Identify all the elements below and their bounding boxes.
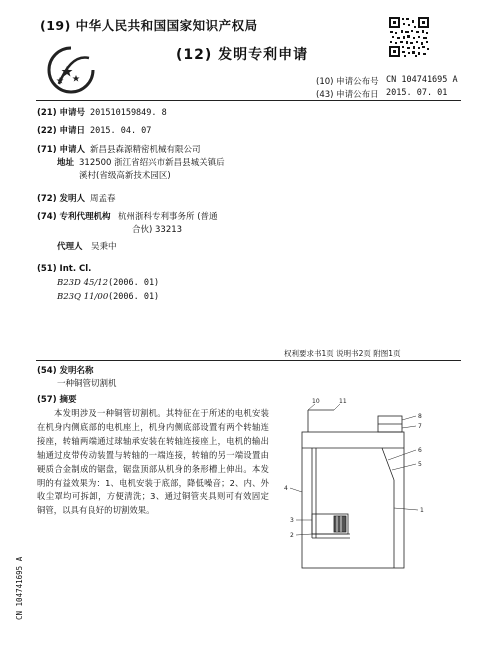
- inventor-name: 周孟春: [90, 194, 116, 204]
- figure-label-8: 8: [418, 413, 422, 420]
- figure-label-1: 1: [420, 507, 424, 514]
- publication-number: CN 104741695 A: [386, 75, 458, 85]
- publication-date-label: (43) 申请公布日: [316, 90, 379, 100]
- agency-line-1: 杭州浙科专利事务所 (普通: [118, 212, 218, 222]
- ipc-code-1: B23D 45/12: [57, 278, 109, 288]
- filing-date-label: (22) 申请日: [37, 126, 86, 136]
- applicant-name: 新昌县森源精密机械有限公司: [90, 145, 201, 155]
- ipc-date-2: (2006. 01): [108, 292, 160, 302]
- figure-label-6: 6: [418, 447, 422, 454]
- cnipa-emblem-icon: [45, 44, 97, 96]
- figure-label-3: 3: [290, 517, 294, 524]
- invention-name: 一种铜管切割机: [57, 379, 117, 389]
- figure-label-11: 11: [339, 398, 347, 405]
- publication-date: 2015. 07. 01: [386, 88, 448, 98]
- document-type: (12) 发明专利申请: [176, 47, 309, 63]
- agent-label: 代理人: [57, 242, 83, 252]
- publication-number-label: (10) 申请公布号: [316, 77, 379, 87]
- figure-label-10: 10: [312, 398, 320, 405]
- agency-label: (74) 专利代理机构: [37, 212, 111, 222]
- figure-label-2: 2: [290, 532, 294, 539]
- ipc-label: (51) Int. Cl.: [37, 264, 92, 274]
- office-name: (19) 中华人民共和国国家知识产权局: [40, 18, 258, 33]
- application-number-label: (21) 申请号: [37, 108, 86, 118]
- figure-label-4: 4: [284, 485, 288, 492]
- qr-code-icon: [388, 16, 430, 58]
- address-label: 地址: [57, 158, 75, 168]
- abstract-label: (57) 摘要: [37, 395, 77, 405]
- agency-line-2: 合伙) 33213: [132, 225, 183, 235]
- abstract-figure: [282, 398, 457, 573]
- agent-name: 吴秉中: [91, 242, 117, 252]
- inventor-label: (72) 发明人: [37, 194, 86, 204]
- header-divider: [36, 100, 461, 101]
- filing-date: 2015. 04. 07: [90, 126, 152, 136]
- side-publication-number: CN 104741695 A: [15, 556, 24, 620]
- figure-label-5: 5: [418, 461, 422, 468]
- invention-name-label: (54) 发明名称: [37, 366, 94, 376]
- address-line-2: 溪村(省级高新技术园区): [79, 171, 171, 181]
- figure-label-7: 7: [418, 423, 422, 430]
- application-number: 201510159849. 8: [90, 108, 167, 118]
- abstract-text: 本发明涉及一种铜管切割机。其特征在于所述的电机安装在机身内侧底部的电机座上，机身内侧底部设置有两个转轴连接座，转轴两端通过球轴承安装在转轴连接座上，电机的输出轴通过皮带传动装置与转轴的一端连接，转轴的另一端设置由硬质合金制成的锯盘，锯盘顶部从机身的条形槽上伸出。本发明的有益效果为：1、电机安装于底部，降低噪音；2、内、外收尘罩均可拆卸，方便清洗；3、通过铜管夹具则可有效固定铜管，以具有良好的切割效果。: [37, 408, 269, 516]
- ipc-code-2: B23Q 11/00: [57, 292, 109, 302]
- summary-divider: [36, 360, 461, 361]
- applicant-label: (71) 申请人: [37, 145, 86, 155]
- machine-body: [302, 432, 404, 568]
- pages-summary: 权利要求书1页 说明书2页 附图1页: [284, 349, 401, 358]
- ipc-date-1: (2006. 01): [108, 278, 160, 288]
- address-line-1: 312500 浙江省绍兴市新昌县城关镇后: [79, 158, 225, 168]
